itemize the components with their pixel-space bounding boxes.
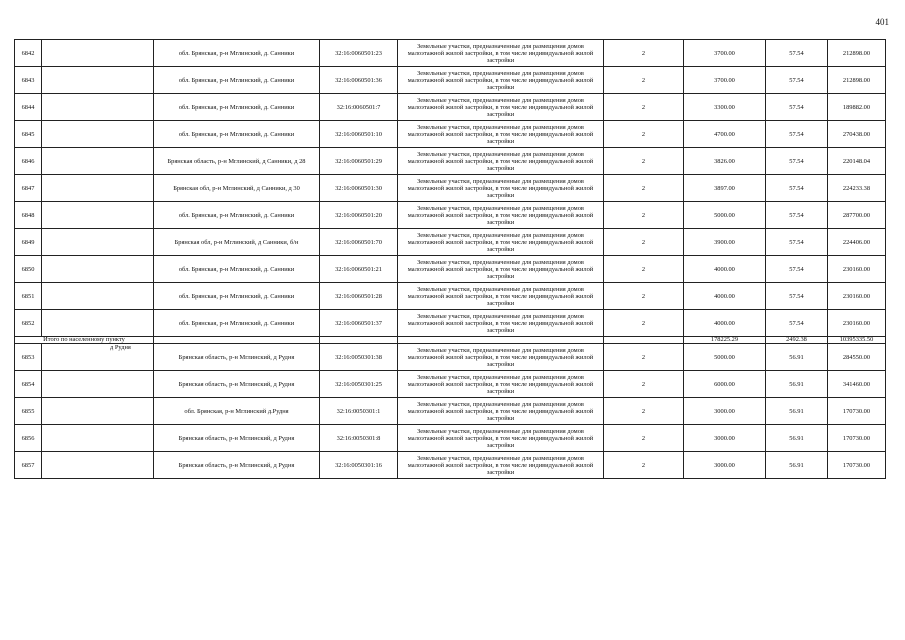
land-purpose-cell: Земельные участки, предназначенные для размещения домов малоэтажной жилой застройки, в том числе индивидуальной жилой застройки xyxy=(398,229,604,256)
land-purpose-cell: Земельные участки, предназначенные для размещения домов малоэтажной жилой застройки, в том числе индивидуальной жилой застройки xyxy=(398,283,604,310)
cadastral-number-cell: 32:16:0060501:30 xyxy=(320,175,398,202)
place-cell xyxy=(42,452,154,479)
cadastral-value-cell: 170730.00 xyxy=(828,452,886,479)
table-row xyxy=(15,344,886,371)
cadastral-number-cell: 32:16:0060501:10 xyxy=(320,121,398,148)
page-number: 401 xyxy=(875,17,889,27)
cadastral-number-cell: 32:16:0050301:25 xyxy=(320,371,398,398)
cadastral-value-cell: 284550.00 xyxy=(828,344,886,371)
area-cell: 4000.00 xyxy=(684,256,766,283)
cadastral-value-cell: 270438.00 xyxy=(828,121,886,148)
row-number: 6857 xyxy=(15,452,42,479)
area-cell: 4000.00 xyxy=(684,310,766,337)
row-number: 6855 xyxy=(15,398,42,425)
cadastral-value-cell: 212898.00 xyxy=(828,67,886,94)
land-purpose-cell: Земельные участки, предназначенные для размещения домов малоэтажной жилой застройки, в том числе индивидуальной жилой застройки xyxy=(398,121,604,148)
table-row xyxy=(15,175,886,202)
table-row xyxy=(15,121,886,148)
address-cell: Брянская область, р-н Мглинский, д Рудня xyxy=(154,452,320,479)
place-cell xyxy=(42,67,154,94)
group-cell: 2 xyxy=(604,175,684,202)
address-cell: обл. Брянская, р-н Мглинский, д. Санники xyxy=(154,310,320,337)
rate-cell: 56.91 xyxy=(766,344,828,371)
group-cell: 2 xyxy=(604,94,684,121)
address-cell: обл. Брянская, р-н Мглинский, д. Санники xyxy=(154,40,320,67)
cadastral-value-cell: 230160.00 xyxy=(828,310,886,337)
cadastral-number-cell: 32:16:0060501:7 xyxy=(320,94,398,121)
group-cell: 2 xyxy=(604,452,684,479)
area-cell: 3300.00 xyxy=(684,94,766,121)
table-row xyxy=(15,310,886,337)
address-cell: Брянская область, р-н Мглинский, д Рудня xyxy=(154,344,320,371)
row-number: 6849 xyxy=(15,229,42,256)
register-body xyxy=(15,40,886,479)
rate-cell: 56.91 xyxy=(766,371,828,398)
cadastral-value-cell: 212898.00 xyxy=(828,40,886,67)
rate-cell: 56.91 xyxy=(766,425,828,452)
cadastral-number-cell: 32:16:0050301:8 xyxy=(320,425,398,452)
group-cell: 2 xyxy=(604,121,684,148)
area-cell: 3700.00 xyxy=(684,40,766,67)
cadastral-value-cell: 230160.00 xyxy=(828,256,886,283)
group-cell: 2 xyxy=(604,371,684,398)
total-row xyxy=(15,337,886,344)
place-cell xyxy=(42,40,154,67)
area-cell: 6000.00 xyxy=(684,371,766,398)
cadastral-number-cell: 32:16:0060501:23 xyxy=(320,40,398,67)
place-cell xyxy=(42,94,154,121)
area-cell: 3826.00 xyxy=(684,148,766,175)
cadastral-value-cell: 189882.00 xyxy=(828,94,886,121)
place-cell xyxy=(42,202,154,229)
row-number: 6850 xyxy=(15,256,42,283)
group-cell: 2 xyxy=(604,67,684,94)
table-row xyxy=(15,202,886,229)
address-cell: обл. Брянская, р-н Мглинский, д. Санники xyxy=(154,121,320,148)
table-row xyxy=(15,40,886,67)
land-purpose-cell: Земельные участки, предназначенные для размещения домов малоэтажной жилой застройки, в том числе индивидуальной жилой застройки xyxy=(398,202,604,229)
land-purpose-cell: Земельные участки, предназначенные для размещения домов малоэтажной жилой застройки, в том числе индивидуальной жилой застройки xyxy=(398,344,604,371)
land-purpose-cell: Земельные участки, предназначенные для размещения домов малоэтажной жилой застройки, в том числе индивидуальной жилой застройки xyxy=(398,425,604,452)
land-purpose-cell: Земельные участки, предназначенные для размещения домов малоэтажной жилой застройки, в том числе индивидуальной жилой застройки xyxy=(398,94,604,121)
group-cell: 2 xyxy=(604,40,684,67)
group-cell: 2 xyxy=(604,310,684,337)
group-cell: 2 xyxy=(604,256,684,283)
place-cell xyxy=(42,256,154,283)
row-number: 6854 xyxy=(15,371,42,398)
table-row xyxy=(15,94,886,121)
area-cell: 3000.00 xyxy=(684,425,766,452)
table-row xyxy=(15,283,886,310)
rate-cell: 57.54 xyxy=(766,229,828,256)
area-cell: 4700.00 xyxy=(684,121,766,148)
group-cell: 2 xyxy=(604,229,684,256)
address-cell: обл. Брянская, р-н Мглинский, д. Санники xyxy=(154,67,320,94)
rate-cell: 57.54 xyxy=(766,256,828,283)
rate-cell: 57.54 xyxy=(766,148,828,175)
land-purpose-cell: Земельные участки, предназначенные для размещения домов малоэтажной жилой застройки, в том числе индивидуальной жилой застройки xyxy=(398,256,604,283)
rate-cell: 56.91 xyxy=(766,452,828,479)
address-cell: Брянская обл, р-н Мглинский, д Санники, б/н xyxy=(154,229,320,256)
cadastral-number-cell: 32:16:0050301:16 xyxy=(320,452,398,479)
table-row xyxy=(15,67,886,94)
rate-cell: 57.54 xyxy=(766,175,828,202)
cadastral-number-cell: 32:16:0060501:36 xyxy=(320,67,398,94)
address-cell: обл. Брянская, р-н Мглинский, д. Санники xyxy=(154,283,320,310)
land-purpose-cell: Земельные участки, предназначенные для размещения домов малоэтажной жилой застройки, в том числе индивидуальной жилой застройки xyxy=(398,67,604,94)
area-cell: 3897.00 xyxy=(684,175,766,202)
place-cell xyxy=(42,229,154,256)
address-cell: обл. Брянская, р-н Мглинский д.Рудня xyxy=(154,398,320,425)
row-number: 6843 xyxy=(15,67,42,94)
rate-cell: 57.54 xyxy=(766,310,828,337)
land-purpose-cell: Земельные участки, предназначенные для размещения домов малоэтажной жилой застройки, в том числе индивидуальной жилой застройки xyxy=(398,310,604,337)
row-number: 6845 xyxy=(15,121,42,148)
address-cell: обл. Брянская, р-н Мглинский, д. Санники xyxy=(154,202,320,229)
cadastral-number-cell: 32:16:0060501:37 xyxy=(320,310,398,337)
row-number: 6847 xyxy=(15,175,42,202)
land-purpose-cell: Земельные участки, предназначенные для размещения домов малоэтажной жилой застройки, в том числе индивидуальной жилой застройки xyxy=(398,40,604,67)
cadastral-value-cell: 170730.00 xyxy=(828,398,886,425)
row-number: 6848 xyxy=(15,202,42,229)
land-purpose-cell: Земельные участки, предназначенные для размещения домов малоэтажной жилой застройки, в том числе индивидуальной жилой застройки xyxy=(398,175,604,202)
cadastral-number-cell: 32:16:0060501:20 xyxy=(320,202,398,229)
rate-cell: 57.54 xyxy=(766,67,828,94)
rate-cell: 57.54 xyxy=(766,40,828,67)
cadastral-value-cell: 170730.00 xyxy=(828,425,886,452)
total-value: 10395335.50 xyxy=(828,337,886,344)
cadastral-value-cell: 224406.00 xyxy=(828,229,886,256)
total-empty-cell xyxy=(320,337,398,344)
row-number: 6851 xyxy=(15,283,42,310)
cadastral-value-cell: 224233.38 xyxy=(828,175,886,202)
rate-cell: 57.54 xyxy=(766,121,828,148)
table-row xyxy=(15,371,886,398)
rate-cell: 57.54 xyxy=(766,283,828,310)
address-cell: обл. Брянская, р-н Мглинский, д. Санники xyxy=(154,94,320,121)
group-cell: 2 xyxy=(604,425,684,452)
total-empty-cell xyxy=(154,337,320,344)
place-cell xyxy=(42,175,154,202)
address-cell: Брянская область, р-н Мглинский, д Рудня xyxy=(154,371,320,398)
area-cell: 3700.00 xyxy=(684,67,766,94)
address-cell: Брянская область, р-н Мглинский, д Рудня xyxy=(154,425,320,452)
place-cell xyxy=(42,121,154,148)
rate-cell: 57.54 xyxy=(766,94,828,121)
row-number: 6844 xyxy=(15,94,42,121)
cadastral-number-cell: 32:16:0060501:29 xyxy=(320,148,398,175)
cadastral-value-cell: 287700.00 xyxy=(828,202,886,229)
group-cell: 2 xyxy=(604,148,684,175)
row-number: 6842 xyxy=(15,40,42,67)
area-cell: 3000.00 xyxy=(684,452,766,479)
land-purpose-cell: Земельные участки, предназначенные для размещения домов малоэтажной жилой застройки, в том числе индивидуальной жилой застройки xyxy=(398,398,604,425)
land-purpose-cell: Земельные участки, предназначенные для размещения домов малоэтажной жилой застройки, в том числе индивидуальной жилой застройки xyxy=(398,371,604,398)
table-row xyxy=(15,425,886,452)
place-cell xyxy=(42,398,154,425)
row-number: 6853 xyxy=(15,344,42,371)
table-row xyxy=(15,256,886,283)
cadastral-number-cell: 32:16:0060501:70 xyxy=(320,229,398,256)
group-cell: 2 xyxy=(604,398,684,425)
cadastral-value-cell: 220148.04 xyxy=(828,148,886,175)
cadastral-number-cell: 32:16:0050301:38 xyxy=(320,344,398,371)
total-empty-cell xyxy=(604,337,684,344)
rate-cell: 57.54 xyxy=(766,202,828,229)
table-row xyxy=(15,148,886,175)
group-cell: 2 xyxy=(604,202,684,229)
table-row xyxy=(15,229,886,256)
cadastral-value-cell: 341460.00 xyxy=(828,371,886,398)
place-cell xyxy=(42,148,154,175)
place-cell xyxy=(42,283,154,310)
total-rate: 2492.38 xyxy=(766,337,828,344)
place-cell xyxy=(42,371,154,398)
total-area: 178225.29 xyxy=(684,337,766,344)
address-cell: Брянская обл, р-н Мглинский, д Санники, д 30 xyxy=(154,175,320,202)
row-number: 6856 xyxy=(15,425,42,452)
address-cell: Брянская область, р-н Мглинский, д Санники, д 28 xyxy=(154,148,320,175)
group-cell: 2 xyxy=(604,344,684,371)
cadastral-value-cell: 230160.00 xyxy=(828,283,886,310)
address-cell: обл. Брянская, р-н Мглинский, д. Санники xyxy=(154,256,320,283)
rate-cell: 56.91 xyxy=(766,398,828,425)
total-label: Итого по населенному пункту xyxy=(15,337,154,344)
cadastral-number-cell: 32:16:0050301:1 xyxy=(320,398,398,425)
area-cell: 5000.00 xyxy=(684,202,766,229)
row-number: 6852 xyxy=(15,310,42,337)
area-cell: 3900.00 xyxy=(684,229,766,256)
cadastral-number-cell: 32:16:0060501:21 xyxy=(320,256,398,283)
row-number: 6846 xyxy=(15,148,42,175)
area-cell: 3000.00 xyxy=(684,398,766,425)
table-row xyxy=(15,398,886,425)
total-empty-cell xyxy=(398,337,604,344)
cadastral-number-cell: 32:16:0060501:28 xyxy=(320,283,398,310)
area-cell: 5000.00 xyxy=(684,344,766,371)
table-row xyxy=(15,452,886,479)
land-purpose-cell: Земельные участки, предназначенные для размещения домов малоэтажной жилой застройки, в том числе индивидуальной жилой застройки xyxy=(398,452,604,479)
land-register-table xyxy=(14,39,886,479)
land-purpose-cell: Земельные участки, предназначенные для размещения домов малоэтажной жилой застройки, в том числе индивидуальной жилой застройки xyxy=(398,148,604,175)
area-cell: 4000.00 xyxy=(684,283,766,310)
group-cell: 2 xyxy=(604,283,684,310)
place-name-cell: д Рудня xyxy=(42,344,154,371)
place-cell xyxy=(42,425,154,452)
place-cell xyxy=(42,310,154,337)
